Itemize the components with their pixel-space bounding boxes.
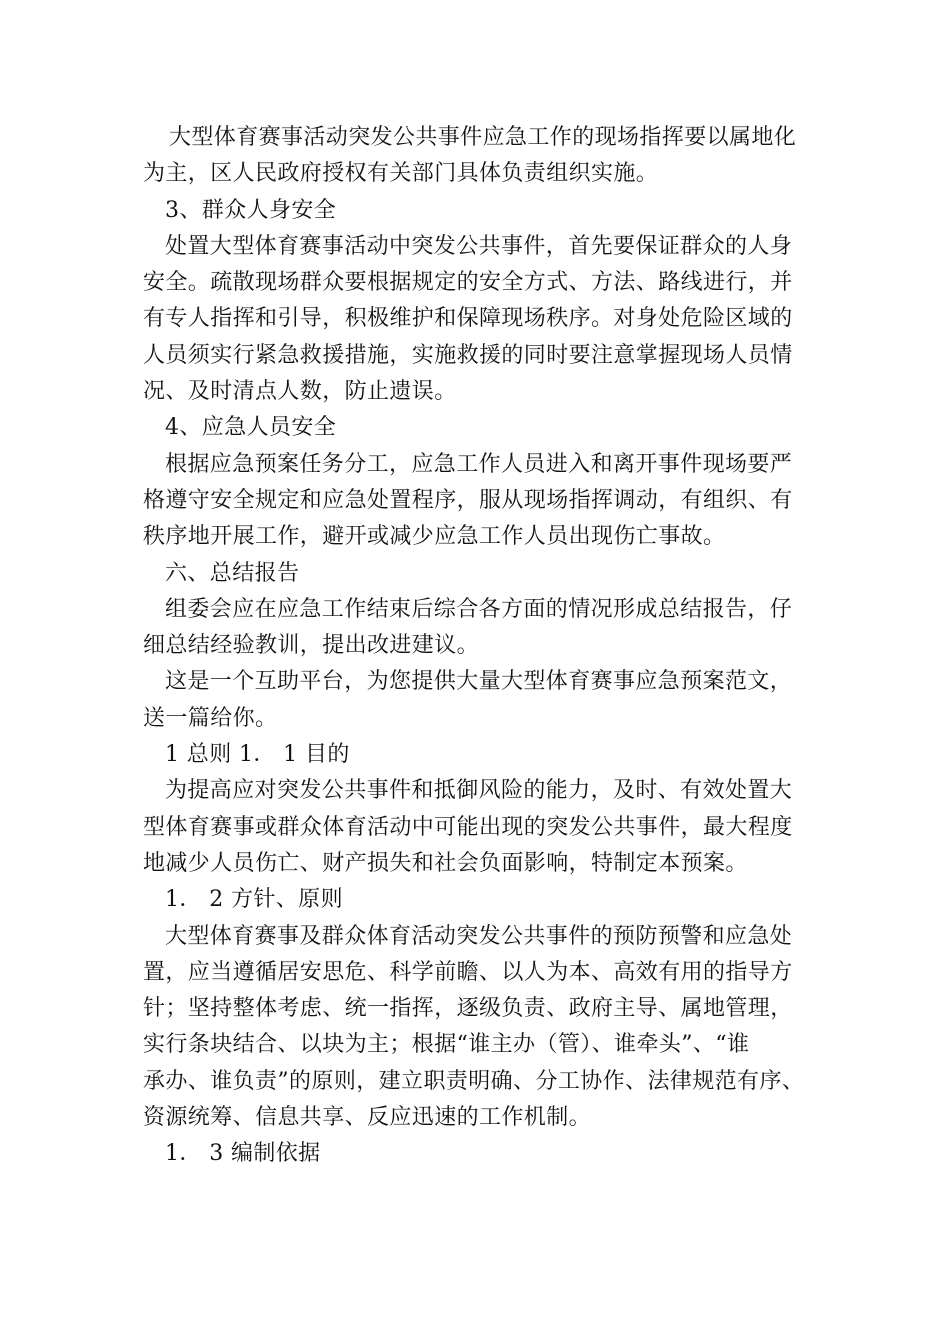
paragraph-line: 根据应急预案任务分工，应急工作人员进入和离开事件现场要严 bbox=[165, 451, 793, 477]
paragraph-line: 格遵守安全规定和应急处置程序，服从现场指挥调动，有组织、有 bbox=[143, 487, 793, 513]
paragraph-line: 资源统筹、信息共享、反应迅速的工作机制。 bbox=[143, 1105, 592, 1131]
paragraph-line: 地减少人员伤亡、财产损失和社会负面影响，特制定本预案。 bbox=[143, 850, 748, 876]
section-heading: 1． 2 方针、原则 bbox=[165, 887, 343, 913]
document-body bbox=[143, 120, 823, 1173]
section-heading: 六、总结报告 bbox=[165, 560, 300, 586]
paragraph-line: 细总结经验教训，提出改进建议。 bbox=[143, 633, 480, 659]
section-heading: 1． 3 编制依据 bbox=[165, 1141, 321, 1167]
paragraph-line: 型体育赛事或群众体育活动中可能出现的突发公共事件，最大程度 bbox=[143, 814, 793, 840]
paragraph-line: 人员须实行紧急救援措施，实施救援的同时要注意掌握现场人员情 bbox=[143, 342, 793, 368]
paragraph-line: 承办、谁负责”的原则，建立职责明确、分工协作、法律规范有序、 bbox=[143, 1068, 805, 1094]
paragraph-line: 送一篇给你。 bbox=[143, 705, 278, 731]
section-heading: 1 总则 1． 1 目的 bbox=[165, 742, 350, 768]
paragraph-line: 安全。疏散现场群众要根据规定的安全方式、方法、路线进行，并 bbox=[143, 270, 793, 296]
paragraph-line: 实行条块结合、以块为主；根据“谁主办（管）、谁牵头”、“谁 bbox=[143, 1032, 750, 1058]
paragraph-line: 为主，区人民政府授权有关部门具体负责组织实施。 bbox=[143, 161, 659, 187]
paragraph-line: 秩序地开展工作，避开或减少应急工作人员出现伤亡事故。 bbox=[143, 524, 726, 550]
paragraph-line: 针；坚持整体考虑、统一指挥，逐级负责、政府主导、属地管理， bbox=[143, 996, 793, 1022]
paragraph-line: 置，应当遵循居安思危、科学前瞻、以人为本、高效有用的指导方 bbox=[143, 959, 793, 985]
paragraph-line: 这是一个互助平台，为您提供大量大型体育赛事应急预案范文， bbox=[165, 669, 793, 695]
paragraph-line: 处置大型体育赛事活动中突发公共事件，首先要保证群众的人身 bbox=[165, 233, 793, 259]
paragraph-line: 为提高应对突发公共事件和抵御风险的能力，及时、有效处置大 bbox=[165, 778, 793, 804]
paragraph-line: 况、及时清点人数，防止遗误。 bbox=[143, 379, 457, 405]
paragraph-line: 大型体育赛事活动突发公共事件应急工作的现场指挥要以属地化 bbox=[169, 125, 797, 150]
paragraph-line: 大型体育赛事及群众体育活动突发公共事件的预防预警和应急处 bbox=[165, 923, 793, 949]
section-heading: 4、应急人员安全 bbox=[165, 415, 337, 441]
paragraph-line: 有专人指挥和引导，积极维护和保障现场秩序。对身处危险区域的 bbox=[143, 306, 793, 332]
section-heading: 3、群众人身安全 bbox=[165, 197, 337, 223]
paragraph-line: 组委会应在应急工作结束后综合各方面的情况形成总结报告，仔 bbox=[165, 596, 793, 622]
